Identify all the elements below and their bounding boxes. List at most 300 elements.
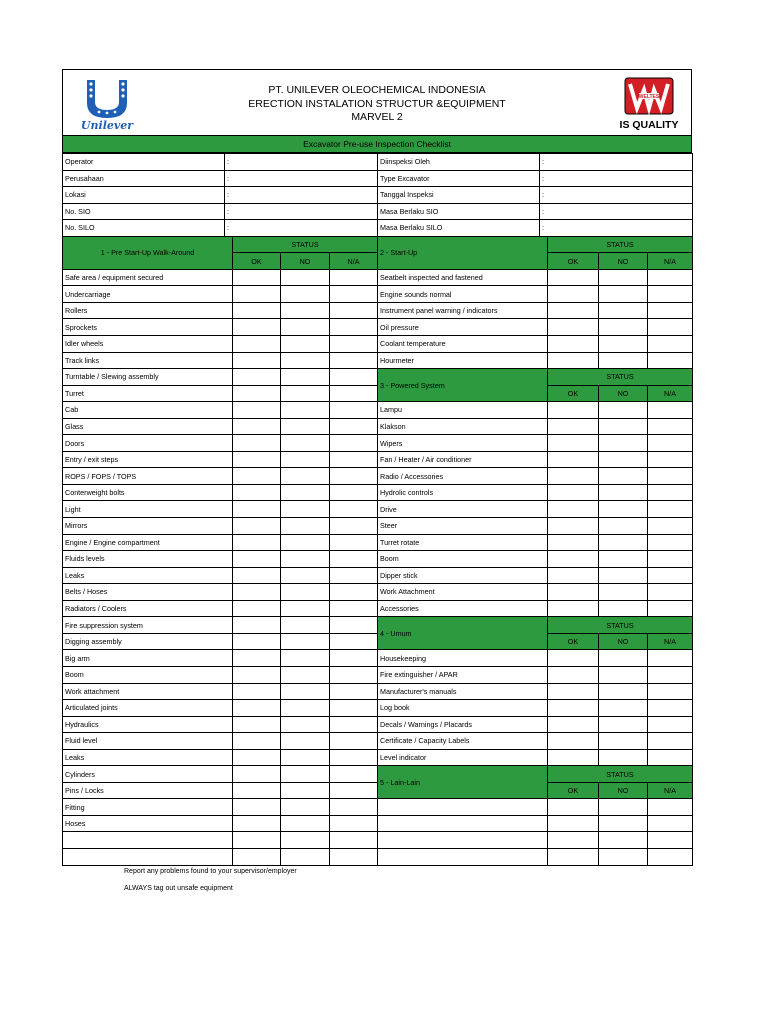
checklist-row [63, 352, 693, 369]
status-no-cell[interactable] [599, 352, 648, 369]
info-label: Type Excavator [378, 170, 540, 187]
status-na-cell[interactable] [330, 319, 378, 336]
status-na-cell[interactable] [330, 650, 378, 667]
status-ok-cell[interactable] [548, 468, 599, 485]
status-ok-cell[interactable] [548, 650, 599, 667]
status-na-cell[interactable] [330, 369, 378, 386]
status-na-cell[interactable] [330, 600, 378, 617]
status-no-cell[interactable] [599, 501, 648, 518]
info-value-field[interactable]: : [225, 170, 378, 187]
checklist-item: Engine / Engine compartment [63, 534, 233, 551]
info-value-field[interactable]: : [225, 203, 378, 220]
status-na-cell[interactable] [648, 501, 693, 518]
checklist-item: Fluid level [63, 733, 233, 750]
checklist-item [378, 832, 548, 849]
status-no-cell[interactable] [599, 551, 648, 568]
status-no-cell[interactable] [281, 385, 330, 402]
info-label: Tanggal Inspeksi [378, 187, 540, 204]
status-ok-cell[interactable] [233, 269, 281, 286]
status-no-cell[interactable] [281, 799, 330, 816]
checklist-row [63, 518, 693, 535]
weltes-caption: IS QUALITY [619, 119, 679, 131]
status-no-cell[interactable] [599, 716, 648, 733]
checklist-item: Hoses [63, 815, 233, 832]
status-ok-cell[interactable] [233, 716, 281, 733]
checklist-item: Cylinders [63, 766, 233, 783]
status-no-cell[interactable] [281, 733, 330, 750]
status-na-cell[interactable] [330, 584, 378, 601]
status-ok-cell[interactable] [233, 402, 281, 419]
status-na-cell[interactable] [648, 269, 693, 286]
status-ok-cell[interactable] [548, 716, 599, 733]
checklist-item [378, 848, 548, 865]
status-na-cell[interactable] [330, 782, 378, 799]
checklist-row [63, 617, 693, 634]
title-company: PT. UNILEVER OLEOCHEMICAL INDONESIA [268, 84, 486, 96]
checklist-item: Safe area / equipment secured [63, 269, 233, 286]
status-na-cell[interactable] [330, 832, 378, 849]
checklist-item: Lampu [378, 402, 548, 419]
checklist-item: Sprockets [63, 319, 233, 336]
status-ok-cell[interactable] [548, 815, 599, 832]
info-row [63, 187, 693, 204]
status-na-cell[interactable] [648, 518, 693, 535]
section-3-title: 3 - Powered System [378, 369, 548, 402]
status-na-cell[interactable] [648, 799, 693, 816]
status-no-cell[interactable] [599, 700, 648, 717]
status-no-cell[interactable] [599, 534, 648, 551]
status-na-cell[interactable] [330, 336, 378, 353]
checklist-item: Coolant temperature [378, 336, 548, 353]
status-no-cell[interactable] [281, 269, 330, 286]
checklist-item: Undercarriage [63, 286, 233, 303]
checklist-item: Conterweight bolts [63, 484, 233, 501]
status-na-cell[interactable] [330, 633, 378, 650]
status-no-cell[interactable] [281, 633, 330, 650]
status-no-cell[interactable] [281, 600, 330, 617]
status-no-cell[interactable] [281, 336, 330, 353]
status-na-cell[interactable] [648, 600, 693, 617]
status-na-cell[interactable] [648, 319, 693, 336]
checklist-item: Instrument panel warning / indicators [378, 302, 548, 319]
status-ok-cell[interactable] [548, 666, 599, 683]
status-na-cell[interactable] [648, 336, 693, 353]
checklist-row [63, 451, 693, 468]
status-no-cell[interactable] [599, 799, 648, 816]
status-no-cell[interactable] [281, 501, 330, 518]
checklist-table [62, 153, 693, 866]
status-na-cell[interactable] [330, 815, 378, 832]
status-ok-cell[interactable] [233, 749, 281, 766]
status-no-cell[interactable] [599, 269, 648, 286]
status-na-cell[interactable] [330, 551, 378, 568]
checklist-row [63, 567, 693, 584]
status-na-cell[interactable] [330, 848, 378, 865]
info-value-field[interactable]: : [540, 154, 693, 171]
checklist-item: Turret rotate [378, 534, 548, 551]
status-no-cell[interactable] [599, 418, 648, 435]
status-no-cell[interactable] [281, 468, 330, 485]
status-ok-cell[interactable] [233, 286, 281, 303]
status-ok-header: OK [548, 782, 599, 799]
info-value-field[interactable]: : [225, 154, 378, 171]
status-ok-cell[interactable] [233, 683, 281, 700]
status-no-cell[interactable] [281, 832, 330, 849]
checklist-row [63, 700, 693, 717]
status-ok-cell[interactable] [548, 435, 599, 452]
status-no-cell[interactable] [281, 418, 330, 435]
status-no-cell[interactable] [599, 435, 648, 452]
checklist-row [63, 733, 693, 750]
status-ok-cell[interactable] [233, 352, 281, 369]
info-value-field[interactable]: : [540, 170, 693, 187]
status-no-header: NO [599, 782, 648, 799]
checklist-row [63, 236, 693, 253]
status-na-cell[interactable] [330, 766, 378, 783]
checklist-item: Idler wheels [63, 336, 233, 353]
info-value-field[interactable]: : [540, 187, 693, 204]
info-label: Operator [63, 154, 225, 171]
checklist-row [63, 584, 693, 601]
status-na-cell[interactable] [648, 418, 693, 435]
status-no-cell[interactable] [281, 666, 330, 683]
status-ok-cell[interactable] [233, 700, 281, 717]
status-na-cell[interactable] [648, 551, 693, 568]
status-ok-cell[interactable] [233, 848, 281, 865]
status-ok-cell[interactable] [233, 815, 281, 832]
status-no-cell[interactable] [281, 534, 330, 551]
status-no-cell[interactable] [281, 369, 330, 386]
checklist-item: Boom [378, 551, 548, 568]
checklist-item: Doors [63, 435, 233, 452]
section-2-title: 2 - Start-Up [378, 236, 548, 269]
checklist-item: Hydraulics [63, 716, 233, 733]
checklist-item: Radiators / Coolers [63, 600, 233, 617]
status-na-cell[interactable] [648, 302, 693, 319]
status-no-cell[interactable] [599, 286, 648, 303]
status-no-cell[interactable] [599, 319, 648, 336]
status-ok-cell[interactable] [548, 518, 599, 535]
status-no-cell[interactable] [281, 302, 330, 319]
status-no-cell[interactable] [281, 518, 330, 535]
status-ok-cell[interactable] [233, 567, 281, 584]
status-na-header: N/A [330, 253, 378, 270]
status-na-cell[interactable] [330, 402, 378, 419]
status-na-cell[interactable] [330, 617, 378, 634]
status-no-cell[interactable] [281, 782, 330, 799]
status-na-cell[interactable] [330, 385, 378, 402]
section-1-title: 1 - Pre Start-Up Walk-Around [63, 236, 233, 269]
status-na-cell[interactable] [648, 468, 693, 485]
section-5-title: 5 - Lain-Lain [378, 766, 548, 799]
status-ok-cell[interactable] [548, 683, 599, 700]
status-na-cell[interactable] [648, 451, 693, 468]
status-no-cell[interactable] [281, 484, 330, 501]
status-ok-cell[interactable] [233, 832, 281, 849]
form-title [183, 84, 571, 125]
status-ok-cell[interactable] [548, 567, 599, 584]
status-no-cell[interactable] [599, 848, 648, 865]
note-report-problems: Report any problems found to your supervisor/employer [124, 868, 297, 875]
status-ok-cell[interactable] [548, 269, 599, 286]
status-ok-cell[interactable] [233, 435, 281, 452]
status-header: STATUS [548, 617, 693, 634]
status-na-cell[interactable] [648, 815, 693, 832]
status-no-cell[interactable] [599, 336, 648, 353]
status-ok-cell[interactable] [233, 336, 281, 353]
status-no-cell[interactable] [281, 716, 330, 733]
checklist-item: Turret [63, 385, 233, 402]
status-ok-cell[interactable] [548, 832, 599, 849]
status-ok-cell[interactable] [233, 319, 281, 336]
status-na-cell[interactable] [648, 584, 693, 601]
status-ok-cell[interactable] [233, 782, 281, 799]
checklist-row [63, 600, 693, 617]
status-no-cell[interactable] [599, 832, 648, 849]
checklist-row [63, 650, 693, 667]
checklist-row [63, 468, 693, 485]
checklist-item: Engine sounds normal [378, 286, 548, 303]
status-na-cell[interactable] [648, 666, 693, 683]
status-no-cell[interactable] [281, 584, 330, 601]
checklist-item: Fluids levels [63, 551, 233, 568]
status-ok-cell[interactable] [233, 551, 281, 568]
status-na-cell[interactable] [330, 700, 378, 717]
info-value-field[interactable]: : [540, 220, 693, 237]
status-no-cell[interactable] [599, 733, 648, 750]
status-na-cell[interactable] [330, 733, 378, 750]
status-na-cell[interactable] [330, 534, 378, 551]
checklist-item: Radio / Accessories [378, 468, 548, 485]
status-ok-cell[interactable] [233, 369, 281, 386]
checklist-item: Work Attachment [378, 584, 548, 601]
status-na-cell[interactable] [330, 418, 378, 435]
status-no-cell[interactable] [599, 650, 648, 667]
status-ok-cell[interactable] [233, 766, 281, 783]
status-na-cell[interactable] [648, 435, 693, 452]
info-row [63, 170, 693, 187]
status-na-cell[interactable] [648, 749, 693, 766]
status-ok-cell[interactable] [233, 600, 281, 617]
status-ok-cell[interactable] [233, 799, 281, 816]
status-no-cell[interactable] [281, 319, 330, 336]
checklist-row [63, 369, 693, 386]
info-label: Lokasi [63, 187, 225, 204]
status-na-cell[interactable] [330, 799, 378, 816]
status-ok-cell[interactable] [233, 666, 281, 683]
status-no-cell[interactable] [281, 286, 330, 303]
status-ok-cell[interactable] [548, 402, 599, 419]
checklist-item: Manufacturer's manuals [378, 683, 548, 700]
status-na-cell[interactable] [648, 733, 693, 750]
status-no-cell[interactable] [599, 468, 648, 485]
status-ok-cell[interactable] [233, 385, 281, 402]
status-no-cell[interactable] [599, 584, 648, 601]
checklist-item: Work attachment [63, 683, 233, 700]
checklist-title-banner: Excavator Pre-use Inspection Checklist [62, 136, 692, 153]
weltes-logo [617, 76, 681, 132]
status-ok-cell[interactable] [233, 617, 281, 634]
status-ok-cell[interactable] [233, 518, 281, 535]
status-no-cell[interactable] [599, 451, 648, 468]
status-no-header: NO [599, 385, 648, 402]
status-na-cell[interactable] [648, 534, 693, 551]
status-ok-cell[interactable] [548, 733, 599, 750]
checklist-item: Turntable / Slewing assembly [63, 369, 233, 386]
status-no-cell[interactable] [281, 766, 330, 783]
status-na-cell[interactable] [648, 700, 693, 717]
status-no-cell[interactable] [281, 700, 330, 717]
info-value-field[interactable]: : [225, 187, 378, 204]
status-no-cell[interactable] [599, 302, 648, 319]
checklist-item: Seatbelt inspected and fastened [378, 269, 548, 286]
status-no-cell[interactable] [281, 683, 330, 700]
status-no-cell[interactable] [599, 749, 648, 766]
checklist-item: Hydrolic controls [378, 484, 548, 501]
status-ok-cell[interactable] [233, 534, 281, 551]
status-no-cell[interactable] [281, 815, 330, 832]
status-na-cell[interactable] [330, 286, 378, 303]
status-ok-cell[interactable] [548, 700, 599, 717]
status-ok-cell[interactable] [548, 749, 599, 766]
checklist-row [63, 848, 693, 865]
checklist-item: Pins / Locks [63, 782, 233, 799]
status-na-cell[interactable] [330, 683, 378, 700]
info-label: Masa Berlaku SILO [378, 220, 540, 237]
status-na-cell[interactable] [648, 848, 693, 865]
status-na-cell[interactable] [330, 468, 378, 485]
status-na-cell[interactable] [330, 666, 378, 683]
status-ok-cell[interactable] [233, 418, 281, 435]
status-no-cell[interactable] [281, 567, 330, 584]
status-na-cell[interactable] [648, 650, 693, 667]
checklist-item: Articulated joints [63, 700, 233, 717]
status-no-cell[interactable] [599, 666, 648, 683]
note-tag-out: ALWAYS tag out unsafe equipment [124, 885, 233, 892]
status-ok-cell[interactable] [548, 352, 599, 369]
status-ok-cell[interactable] [548, 584, 599, 601]
info-value-field[interactable]: : [225, 220, 378, 237]
info-label: No. SIO [63, 203, 225, 220]
checklist-item: Level indicator [378, 749, 548, 766]
status-ok-cell[interactable] [548, 848, 599, 865]
status-ok-cell[interactable] [233, 302, 281, 319]
status-no-cell[interactable] [599, 484, 648, 501]
status-na-cell[interactable] [330, 716, 378, 733]
status-no-cell[interactable] [281, 848, 330, 865]
status-ok-cell[interactable] [548, 534, 599, 551]
status-no-cell[interactable] [281, 352, 330, 369]
status-no-cell[interactable] [281, 617, 330, 634]
status-no-cell[interactable] [599, 518, 648, 535]
status-ok-cell[interactable] [233, 501, 281, 518]
status-no-cell[interactable] [281, 402, 330, 419]
status-na-cell[interactable] [648, 402, 693, 419]
checklist-row [63, 815, 693, 832]
status-na-cell[interactable] [648, 352, 693, 369]
status-ok-cell[interactable] [548, 451, 599, 468]
status-na-cell[interactable] [648, 286, 693, 303]
status-ok-header: OK [548, 633, 599, 650]
status-ok-cell[interactable] [548, 799, 599, 816]
status-ok-cell[interactable] [548, 484, 599, 501]
status-ok-cell[interactable] [233, 584, 281, 601]
status-ok-cell[interactable] [233, 484, 281, 501]
status-na-cell[interactable] [330, 302, 378, 319]
checklist-item: Wipers [378, 435, 548, 452]
status-na-cell[interactable] [330, 435, 378, 452]
status-no-cell[interactable] [599, 683, 648, 700]
status-ok-cell[interactable] [548, 319, 599, 336]
status-na-cell[interactable] [648, 484, 693, 501]
status-na-cell[interactable] [330, 501, 378, 518]
checklist-item: Drive [378, 501, 548, 518]
checklist-item: Hourmeter [378, 352, 548, 369]
checklist-row [63, 534, 693, 551]
status-no-cell[interactable] [599, 567, 648, 584]
status-no-cell[interactable] [281, 650, 330, 667]
title-location: MARVEL 2 [351, 111, 403, 123]
status-ok-cell[interactable] [548, 600, 599, 617]
status-na-cell[interactable] [648, 832, 693, 849]
checklist-row [63, 302, 693, 319]
status-ok-cell[interactable] [233, 633, 281, 650]
section-4-title: 4 - Umum [378, 617, 548, 650]
form-header [62, 69, 692, 136]
status-na-cell[interactable] [330, 269, 378, 286]
status-no-cell[interactable] [281, 435, 330, 452]
status-na-cell[interactable] [330, 484, 378, 501]
status-no-cell[interactable] [281, 551, 330, 568]
status-ok-cell[interactable] [548, 418, 599, 435]
status-header: STATUS [548, 236, 693, 253]
status-ok-cell[interactable] [233, 468, 281, 485]
status-no-cell[interactable] [281, 451, 330, 468]
status-na-cell[interactable] [330, 451, 378, 468]
checklist-item: Dipper stick [378, 567, 548, 584]
checklist-row [63, 336, 693, 353]
status-ok-cell[interactable] [548, 501, 599, 518]
status-na-cell[interactable] [330, 749, 378, 766]
checklist-item: Light [63, 501, 233, 518]
status-ok-cell[interactable] [233, 650, 281, 667]
checklist-row [63, 501, 693, 518]
status-na-cell[interactable] [330, 352, 378, 369]
status-ok-cell[interactable] [233, 451, 281, 468]
status-no-cell[interactable] [599, 402, 648, 419]
status-na-cell[interactable] [648, 567, 693, 584]
status-na-cell[interactable] [648, 683, 693, 700]
checklist-item [63, 848, 233, 865]
status-no-cell[interactable] [599, 815, 648, 832]
status-ok-cell[interactable] [548, 302, 599, 319]
status-ok-cell[interactable] [548, 551, 599, 568]
status-ok-header: OK [548, 385, 599, 402]
checklist-item: Digging assembly [63, 633, 233, 650]
status-no-cell[interactable] [599, 600, 648, 617]
status-na-cell[interactable] [330, 567, 378, 584]
info-value-field[interactable]: : [540, 203, 693, 220]
status-no-cell[interactable] [281, 749, 330, 766]
status-ok-cell[interactable] [233, 733, 281, 750]
checklist-item: Leaks [63, 749, 233, 766]
status-na-cell[interactable] [648, 716, 693, 733]
status-na-cell[interactable] [330, 518, 378, 535]
status-no-header: NO [599, 633, 648, 650]
info-label: Masa Berlaku SIO [378, 203, 540, 220]
status-ok-cell[interactable] [548, 336, 599, 353]
status-ok-cell[interactable] [548, 286, 599, 303]
